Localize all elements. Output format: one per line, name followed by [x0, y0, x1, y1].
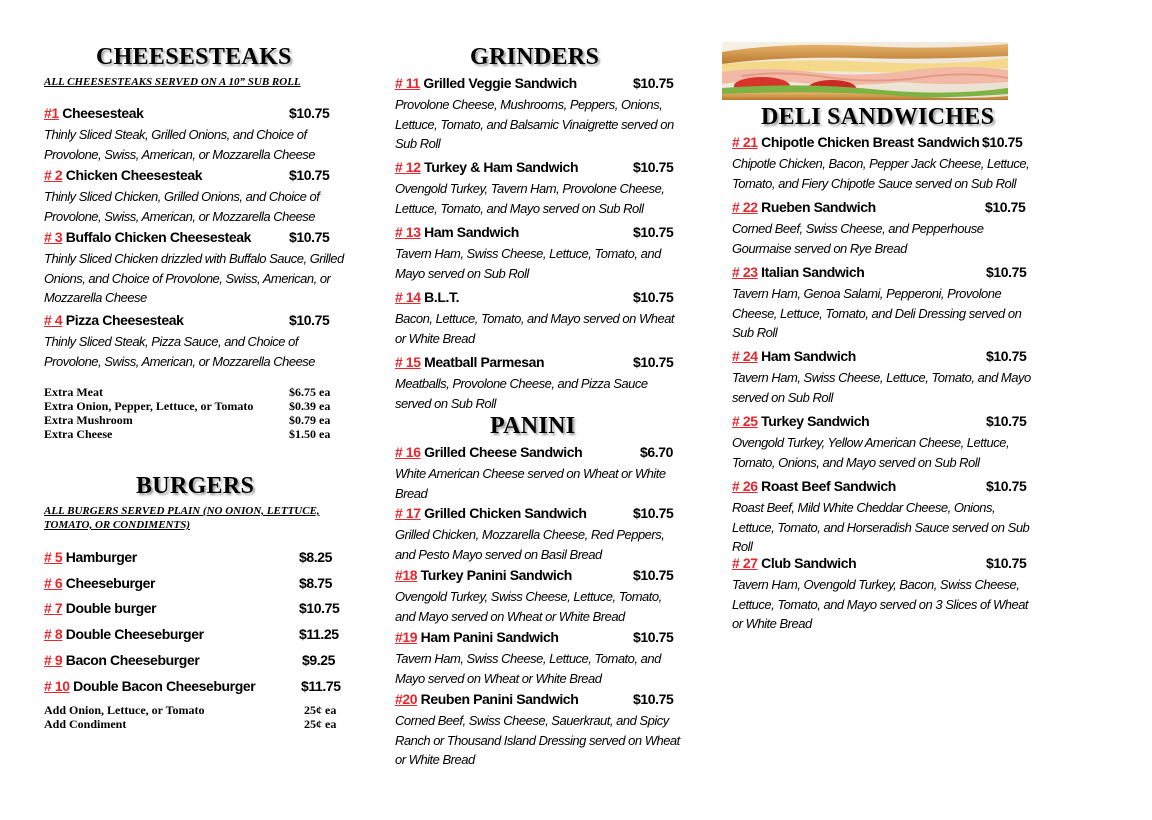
item-price: $10.75 [633, 289, 674, 305]
cheesesteak-extras [44, 385, 344, 441]
item-name: Chipotle Chicken Breast Sandwich [761, 134, 980, 150]
item-description: Meatballs, Provolone Cheese, and Pizza Sauce served on Sub Roll [395, 376, 648, 411]
item-name: Cheeseburger [65, 575, 156, 591]
cheesesteaks-note: ALL CHEESESTEAKS SERVED ON A 10” SUB ROLL [44, 76, 301, 88]
menu-item-27 [732, 555, 1032, 634]
item-name: Grilled Veggie Sandwich [423, 75, 577, 91]
item-price: $10.75 [633, 505, 674, 521]
item-name: Rueben Sandwich [761, 199, 876, 215]
item-description: Ovengold Turkey, Swiss Cheese, Lettuce, Tomato, and Mayo served on Wheat or White Bread [395, 589, 662, 624]
item-name: Turkey Sandwich [761, 413, 870, 429]
item-name: Meatball Parmesan [424, 354, 545, 370]
item-number: # 13 [395, 224, 421, 240]
item-price: $10.75 [633, 567, 674, 583]
item-number: # 4 [44, 312, 63, 328]
item-number: # 25 [732, 413, 758, 429]
item-description: Roast Beef, Mild White Cheddar Cheese, Onions, Lettuce, Tomato, and Horseradish Sauce served on Sub Roll [732, 500, 1030, 554]
extra-price: $6.75 ea [289, 385, 331, 399]
item-description: Thinly Sliced Chicken drizzled with Buffalo Sauce, Grilled Onions, and Choice of Provolone, Swiss, American, or Mozzarella Cheese [44, 251, 344, 305]
menu-item-2 [44, 167, 349, 226]
item-price: $10.75 [986, 264, 1027, 280]
menu-item-25 [732, 413, 1032, 472]
item-price: $11.75 [301, 678, 341, 694]
item-number: # 11 [395, 75, 420, 91]
item-price: $10.75 [982, 134, 1023, 150]
extra-price: 25¢ ea [304, 703, 337, 717]
menu-item-7 [44, 600, 354, 620]
menu-item-17 [395, 505, 680, 564]
item-description: Ovengold Turkey, Yellow American Cheese, Lettuce, Tomato, Onions, and Mayo served on Sub Roll [732, 435, 1010, 470]
item-name: Ham Sandwich [761, 348, 856, 364]
deli-sandwiches-heading: DELI SANDWICHES [761, 104, 995, 130]
item-number: # 23 [732, 264, 758, 280]
menu-item-11 [395, 75, 680, 154]
menu-item-20 [395, 691, 680, 770]
menu-item-24 [732, 348, 1032, 407]
item-description: Thinly Sliced Steak, Grilled Onions, and Choice of Provolone, Swiss, American, or Mozzarella Cheese [44, 127, 316, 162]
item-name: Pizza Cheesesteak [65, 312, 184, 328]
item-number: # 8 [44, 626, 63, 642]
item-description: Grilled Chicken, Mozzarella Cheese, Red Peppers, and Pesto Mayo served on Basil Bread [395, 527, 665, 562]
menu-item-1 [44, 105, 349, 164]
item-name: Roast Beef Sandwich [761, 478, 896, 494]
item-number: # 10 [44, 678, 70, 694]
extra-label: Add Condiment [44, 717, 127, 731]
item-number: # 24 [732, 348, 758, 364]
extra-label: Extra Meat [44, 385, 103, 399]
extra-price: $0.79 ea [289, 413, 331, 427]
item-price: $10.75 [633, 159, 674, 175]
item-name: Italian Sandwich [761, 264, 865, 280]
item-name: Grilled Chicken Sandwich [424, 505, 587, 521]
item-number: # 14 [395, 289, 421, 305]
item-number: # 2 [44, 167, 63, 183]
extra-label: Extra Onion, Pepper, Lettuce, or Tomato [44, 399, 254, 413]
menu-item-26 [732, 478, 1032, 557]
item-name: Turkey & Ham Sandwich [424, 159, 579, 175]
item-price: $10.75 [985, 199, 1026, 215]
item-price: $10.75 [633, 224, 674, 240]
item-name: Ham Sandwich [424, 224, 519, 240]
menu-item-6 [44, 575, 354, 595]
item-description: Tavern Ham, Swiss Cheese, Lettuce, Tomato, and Mayo served on Sub Roll [395, 246, 661, 281]
item-number: # 26 [732, 478, 758, 494]
item-name: Reuben Panini Sandwich [420, 691, 579, 707]
item-description: Thinly Sliced Chicken, Grilled Onions, and Choice of Provolone, Swiss, American, or Mozzarella Cheese [44, 189, 320, 224]
item-number: # 5 [44, 549, 63, 565]
item-price: $10.75 [289, 312, 330, 328]
item-description: Chipotle Chicken, Bacon, Pepper Jack Cheese, Lettuce, Tomato, and Fiery Chipotle Sauce served on Sub Roll [732, 156, 1030, 191]
item-number: #20 [395, 691, 418, 707]
item-name: Double Bacon Cheeseburger [73, 678, 256, 694]
menu-item-4 [44, 312, 349, 371]
item-name: B.L.T. [424, 289, 460, 305]
item-description: Ovengold Turkey, Tavern Ham, Provolone Cheese, Lettuce, Tomato, and Mayo served on Sub Roll [395, 181, 665, 216]
extra-price: 25¢ ea [304, 717, 337, 731]
item-name: Double Cheeseburger [65, 626, 204, 642]
item-name: Ham Panini Sandwich [420, 629, 559, 645]
item-name: Club Sandwich [761, 555, 857, 571]
item-description: Corned Beef, Swiss Cheese, and Pepperhouse Gourmaise served on Rye Bread [732, 221, 984, 256]
item-name: Bacon Cheeseburger [65, 652, 200, 668]
menu-item-9 [44, 652, 354, 672]
menu-item-14 [395, 289, 680, 348]
sandwich-photo [722, 42, 1008, 100]
menu-item-23 [732, 264, 1032, 343]
item-number: # 3 [44, 229, 63, 245]
item-number: # 12 [395, 159, 421, 175]
item-description: Tavern Ham, Genoa Salami, Pepperoni, Provolone Cheese, Lettuce, Tomato, and Deli Dressing served on Sub Roll [732, 286, 1022, 340]
grinders-heading: GRINDERS [470, 44, 600, 70]
item-number: # 27 [732, 555, 758, 571]
extra-label: Add Onion, Lettuce, or Tomato [44, 703, 205, 717]
burger-extras [44, 703, 344, 731]
item-name: Double burger [65, 600, 157, 616]
item-description: Corned Beef, Swiss Cheese, Sauerkraut, and Spicy Ranch or Thousand Island Dressing served on Wheat or White Bread [395, 713, 680, 767]
item-name: Chicken Cheesesteak [65, 167, 203, 183]
item-name: Hamburger [65, 549, 137, 565]
extra-price: $1.50 ea [289, 427, 331, 441]
item-price: $10.75 [633, 75, 674, 91]
item-name: Grilled Cheese Sandwich [424, 444, 583, 460]
item-description: Tavern Ham, Ovengold Turkey, Bacon, Swiss Cheese, Lettuce, Tomato, and Mayo served on 3 Slices of Wheat or White Bread [732, 577, 1029, 631]
extra-label: Extra Cheese [44, 427, 113, 441]
item-name: Buffalo Chicken Cheesesteak [65, 229, 252, 245]
item-description: Tavern Ham, Swiss Cheese, Lettuce, Tomato, and Mayo served on Wheat or White Bread [395, 651, 661, 686]
menu-item-10 [44, 678, 354, 698]
menu-item-15 [395, 354, 680, 413]
item-name: Cheesesteak [62, 105, 144, 121]
item-price: $8.75 [299, 575, 333, 591]
burgers-note: ALL BURGERS SERVED PLAIN (NO ONION, LETTUCE, TOMATO, OR CONDIMENTS) [44, 505, 320, 531]
item-price: $11.25 [299, 626, 339, 642]
menu-item-19 [395, 629, 680, 688]
item-price: $10.75 [289, 105, 330, 121]
item-description: Tavern Ham, Swiss Cheese, Lettuce, Tomato, and Mayo served on Sub Roll [732, 370, 1031, 405]
extra-price: $0.39 ea [289, 399, 331, 413]
panini-heading: PANINI [490, 413, 576, 439]
item-number: # 7 [44, 600, 63, 616]
item-number: # 22 [732, 199, 758, 215]
item-description: Bacon, Lettuce, Tomato, and Mayo served on Wheat or White Bread [395, 311, 675, 346]
menu-item-12 [395, 159, 680, 218]
item-number: #1 [44, 105, 59, 121]
item-number: #19 [395, 629, 418, 645]
menu-item-5 [44, 549, 354, 569]
burgers-heading: BURGERS [136, 473, 255, 499]
item-price: $10.75 [633, 691, 674, 707]
item-number: # 17 [395, 505, 421, 521]
item-price: $10.75 [986, 555, 1027, 571]
item-price: $10.75 [986, 413, 1027, 429]
menu-item-22 [732, 199, 1032, 258]
item-price: $10.75 [633, 354, 674, 370]
item-price: $10.75 [299, 600, 340, 616]
item-price: $10.75 [289, 229, 330, 245]
menu-item-8 [44, 626, 354, 646]
item-number: # 21 [732, 134, 758, 150]
item-description: White American Cheese served on Wheat or White Bread [395, 466, 666, 501]
item-number: # 16 [395, 444, 421, 460]
item-number: # 15 [395, 354, 421, 370]
item-number: #18 [395, 567, 418, 583]
item-price: $10.75 [289, 167, 330, 183]
item-description: Provolone Cheese, Mushrooms, Peppers, Onions, Lettuce, Tomato, and Balsamic Vinaigrette served on Sub Roll [395, 97, 674, 151]
item-number: # 6 [44, 575, 63, 591]
item-price: $6.70 [640, 444, 674, 460]
item-price: $10.75 [633, 629, 674, 645]
cheesesteaks-heading: CHEESESTEAKS [96, 44, 292, 70]
menu-item-13 [395, 224, 680, 283]
menu-item-18 [395, 567, 680, 626]
item-price: $9.25 [302, 652, 336, 668]
menu-item-16 [395, 444, 680, 503]
item-price: $10.75 [986, 478, 1027, 494]
extra-label: Extra Mushroom [44, 413, 133, 427]
menu-item-3 [44, 229, 349, 308]
item-price: $10.75 [986, 348, 1027, 364]
item-number: # 9 [44, 652, 63, 668]
menu-item-21 [732, 134, 1032, 193]
item-description: Thinly Sliced Steak, Pizza Sauce, and Choice of Provolone, Swiss, American, or Mozzarella Cheese [44, 334, 316, 369]
item-price: $8.25 [299, 549, 333, 565]
item-name: Turkey Panini Sandwich [420, 567, 572, 583]
